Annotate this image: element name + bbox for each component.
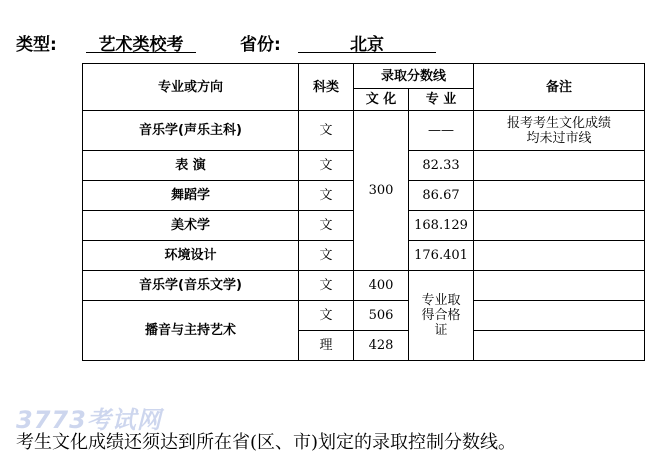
remark-cell — [474, 301, 645, 331]
province-label: 省份: — [240, 35, 281, 55]
major-cell: 环境设计 — [83, 241, 299, 271]
header-professional: 专 业 — [409, 89, 474, 111]
subject-cell: 文 — [299, 111, 354, 151]
type-label: 类型: — [16, 35, 57, 55]
subject-cell: 文 — [299, 241, 354, 271]
professional-cell: 176.401 — [409, 241, 474, 271]
table-row — [83, 271, 645, 301]
professional-cell: 168.129 — [409, 211, 474, 241]
header-cutoff: 录取分数线 — [354, 64, 474, 89]
culture-cell: 400 — [354, 271, 409, 301]
professional-cell: 82.33 — [409, 151, 474, 181]
type-value: 艺术类校考 — [86, 30, 196, 53]
major-cell: 播音与主持艺术 — [83, 301, 299, 361]
table-row — [83, 111, 645, 151]
header-remark: 备注 — [474, 64, 645, 111]
remark-cell — [474, 181, 645, 211]
major-cell: 美术学 — [83, 211, 299, 241]
subject-cell: 文 — [299, 271, 354, 301]
remark-cell — [474, 241, 645, 271]
subject-cell: 文 — [299, 301, 354, 331]
subject-cell: 文 — [299, 211, 354, 241]
remark-cell: 报考考生文化成绩均未过市线 — [474, 111, 645, 151]
culture-merged-cell: 300 — [354, 111, 409, 271]
culture-cell: 428 — [354, 331, 409, 361]
professional-cell: 86.67 — [409, 181, 474, 211]
header-major: 专业或方向 — [83, 64, 299, 111]
admission-score-table — [82, 63, 645, 361]
remark-cell — [474, 271, 645, 301]
province-value: 北京 — [298, 30, 436, 53]
major-cell: 舞蹈学 — [83, 181, 299, 211]
remark-cell — [474, 331, 645, 361]
major-cell: 表 演 — [83, 151, 299, 181]
table-row — [83, 301, 645, 331]
site-watermark: 3773考试网 — [16, 406, 162, 434]
footnote: 考生文化成绩还须达到所在省(区、市)划定的录取控制分数线。 — [16, 432, 517, 453]
professional-cell: —— — [409, 111, 474, 151]
remark-cell — [474, 151, 645, 181]
culture-cell: 506 — [354, 301, 409, 331]
subject-cell: 文 — [299, 151, 354, 181]
professional-merged-cell: 专业取得合格证 — [409, 271, 474, 361]
header-subject: 科类 — [299, 64, 354, 111]
header-culture: 文 化 — [354, 89, 409, 111]
major-cell: 音乐学(声乐主科) — [83, 111, 299, 151]
remark-cell — [474, 211, 645, 241]
subject-cell: 文 — [299, 181, 354, 211]
header-bar — [16, 30, 656, 54]
major-cell: 音乐学(音乐文学) — [83, 271, 299, 301]
subject-cell: 理 — [299, 331, 354, 361]
